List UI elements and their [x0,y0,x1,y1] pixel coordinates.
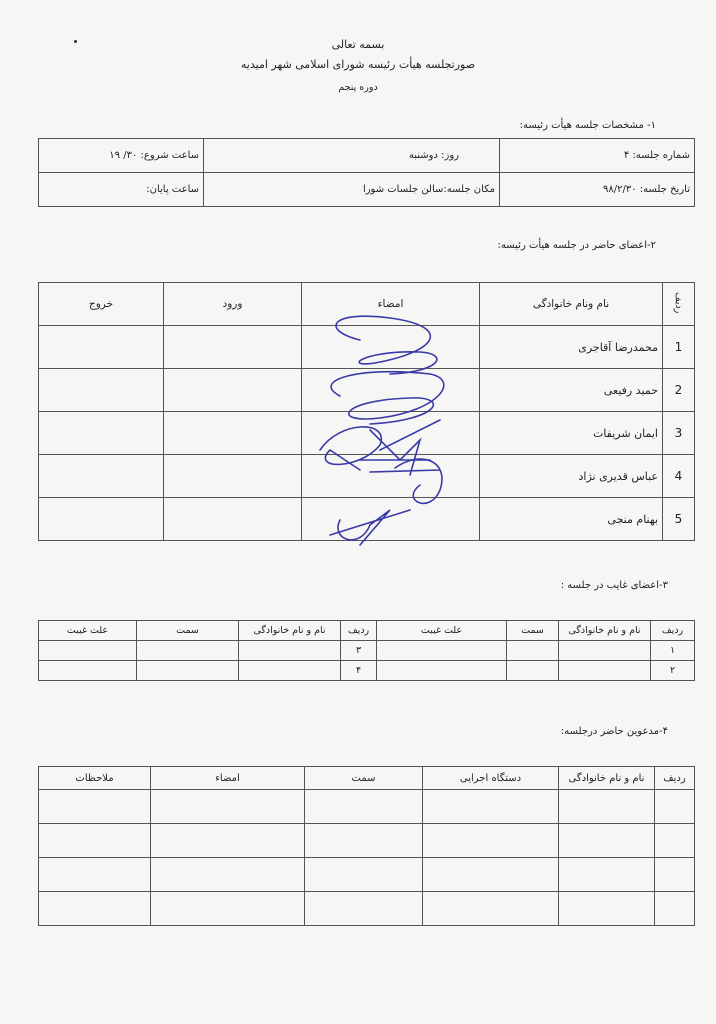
table-row [39,790,695,824]
row-number: 3 [663,412,695,455]
col-name: نام و نام خانوادگی [559,767,655,790]
col-sign: امضاء [302,283,480,326]
enter-cell [164,369,302,412]
section1-title: ۱- مشخصات جلسه هیأت رئیسه: [519,120,656,131]
role-cell [507,661,559,681]
row-number: ٢ [651,661,695,681]
member-name: محمدرضا آقاجری [480,326,663,369]
section3-title: ۳-اعضای غایب در جلسه : [560,580,668,591]
row-number: ۴ [341,661,377,681]
member-name: عباس قدیری نژاد [480,455,663,498]
handwritten-signatures [300,300,490,560]
signature-5 [330,510,410,545]
session-info-table [38,138,695,207]
exit-cell [39,369,164,412]
enter-cell [164,498,302,541]
session-date: تاریخ جلسه: ۹۸/۲/۳۰ [500,173,695,207]
member-name: بهنام منجی [480,498,663,541]
col-role: سمت [137,621,239,641]
name-cell [239,661,341,681]
member-name: ایمان شریفات [480,412,663,455]
col-row: ردیف [655,767,695,790]
enter-cell [164,326,302,369]
signature-2 [331,372,444,424]
start-time: ساعت شروع: ۳۰/ ۱۹ [39,139,204,173]
header-term: دوره پنجم [338,82,378,93]
table-row [39,892,695,926]
section2-title: ۲-اعضای حاضر در جلسه هیأت رئیسه: [497,240,656,251]
role-cell [507,641,559,661]
col-org: دستگاه اجرایی [423,767,559,790]
row-number: 2 [663,369,695,412]
session-location: مکان جلسه:سالن جلسات شورا [204,173,500,207]
row-number: 5 [663,498,695,541]
col-reason: علت غیبت [377,621,507,641]
reason-cell [377,641,507,661]
header-basmala: بسمه تعالی [331,38,385,51]
reason-cell [377,661,507,681]
col-role: سمت [507,621,559,641]
name-cell [559,661,651,681]
col-enter: ورود [164,283,302,326]
col-notes: ملاحظات [39,767,151,790]
table-row [39,858,695,892]
role-cell [137,641,239,661]
col-row: ردیف [651,621,695,641]
col-sign: امضاء [151,767,305,790]
col-row: ردیف [341,621,377,641]
signature-1 [336,316,437,374]
name-cell [559,641,651,661]
row-number: ١ [651,641,695,661]
row-number: 1 [663,326,695,369]
absent-members-table [38,620,695,681]
col-name: نام و نام خانوادگی [239,621,341,641]
col-role: سمت [305,767,423,790]
col-name: نام ونام خانوادگی [480,283,663,326]
reason-cell [39,641,137,661]
enter-cell [164,412,302,455]
name-cell [239,641,341,661]
end-time: ساعت پایان: [39,173,204,207]
exit-cell [39,455,164,498]
invitees-table [38,766,695,926]
session-number: شماره جلسه: ۴ [500,139,695,173]
reason-cell [39,661,137,681]
table-row [39,641,695,661]
table-row [39,661,695,681]
enter-cell [164,455,302,498]
section4-title: ۴-مدعوین حاضر درجلسه: [560,726,668,737]
exit-cell [39,412,164,455]
row-number: ٣ [341,641,377,661]
signature-4 [370,420,442,503]
session-day: روز: دوشنبه [204,139,500,173]
exit-cell [39,326,164,369]
role-cell [137,661,239,681]
exit-cell [39,498,164,541]
member-name: حمید رفیعی [480,369,663,412]
col-reason: علت غیبت [39,621,137,641]
col-exit: خروج [39,283,164,326]
table-row [39,824,695,858]
col-name: نام و نام خانوادگی [559,621,651,641]
col-row: ردیف [663,283,695,326]
header-title: صورتجلسه هیأت رئیسه شورای اسلامی شهر امیدیه [240,58,476,71]
row-number: 4 [663,455,695,498]
